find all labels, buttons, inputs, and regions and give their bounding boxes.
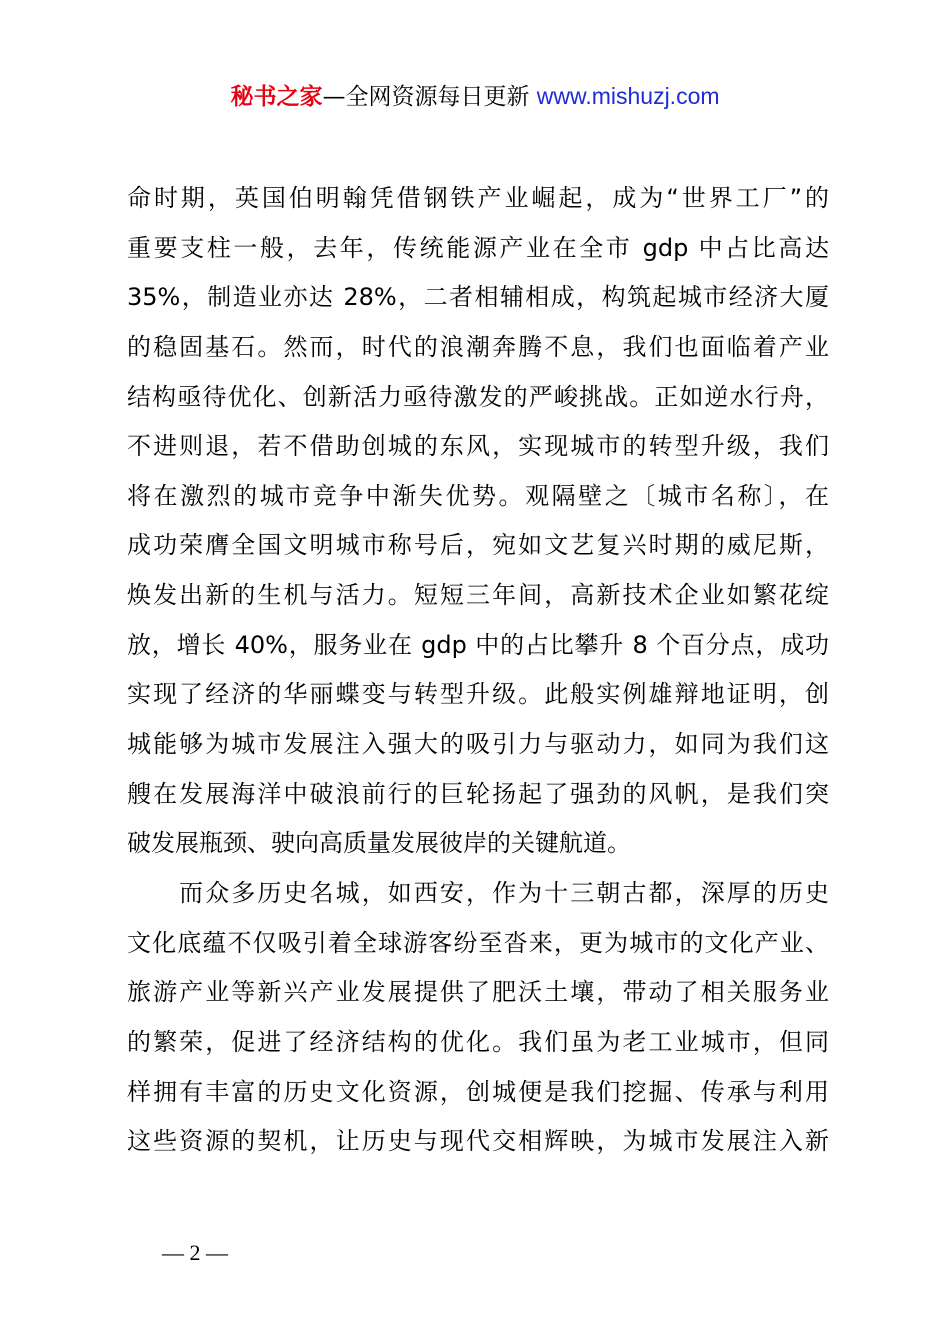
text-line: 成功荣膺全国文明城市称号后，宛如文艺复兴时期的威尼斯， bbox=[127, 531, 829, 560]
site-url-link[interactable]: www.mishuzj.com bbox=[536, 83, 720, 109]
text-line: 破发展瓶颈、驶向高质量发展彼岸的关键航道。 bbox=[127, 829, 631, 858]
text-line: 文化底蕴不仅吸引着全球游客纷至沓来，更为城市的文化产业、 bbox=[127, 928, 829, 957]
text-line: 的繁荣，促进了经济结构的优化。我们虽为老工业城市，但同 bbox=[127, 1027, 829, 1056]
text-line: 将在激烈的城市竞争中渐失优势。观隔壁之〔城市名称〕，在 bbox=[127, 481, 829, 510]
text-line: 艘在发展海洋中破浪前行的巨轮扬起了强劲的风帆，是我们突 bbox=[127, 779, 829, 808]
text-line: 放，增长 40%，服务业在 gdp 中的占比攀升 8 个百分点，成功 bbox=[127, 630, 829, 659]
text-line: 命时期，英国伯明翰凭借钢铁产业崛起，成为“世界工厂”的 bbox=[127, 184, 829, 212]
text-line: 这些资源的契机，让历史与现代交相辉映，为城市发展注入新 bbox=[127, 1127, 829, 1156]
page-header bbox=[0, 80, 950, 113]
text-line: 结构亟待优化、创新活力亟待激发的严峻挑战。正如逆水行舟， bbox=[127, 382, 829, 411]
text-line: 旅游产业等新兴产业发展提供了肥沃土壤，带动了相关服务业 bbox=[127, 978, 829, 1007]
text-line: 实现了经济的华丽蝶变与转型升级。此般实例雄辩地证明，创 bbox=[127, 680, 829, 709]
brand-name: 秘书之家 bbox=[230, 84, 323, 110]
text-line: 焕发出新的生机与活力。短短三年间，高新技术企业如繁花绽 bbox=[127, 581, 829, 610]
text-line: 35%，制造业亦达 28%，二者相辅相成，构筑起城市经济大厦 bbox=[127, 283, 829, 312]
text-line: 样拥有丰富的历史文化资源，创城便是我们挖掘、传承与利用 bbox=[127, 1077, 829, 1106]
text-line: 的稳固基石。然而，时代的浪潮奔腾不息，我们也面临着产业 bbox=[127, 332, 829, 361]
page-number: — 2 — bbox=[162, 1240, 228, 1265]
text-line: 而众多历史名城，如西安，作为十三朝古都，深厚的历史 bbox=[127, 878, 829, 907]
text-line: 不进则退，若不借助创城的东风，实现城市的转型升级，我们 bbox=[127, 432, 829, 461]
text-line: 城能够为城市发展注入强大的吸引力与驱动力，如同为我们这 bbox=[127, 730, 829, 759]
document-body bbox=[127, 183, 829, 1176]
text-line: 重要支柱一般，去年，传统能源产业在全市 gdp 中占比高达 bbox=[127, 233, 829, 262]
header-slogan: —全网资源每日更新 bbox=[322, 84, 530, 110]
